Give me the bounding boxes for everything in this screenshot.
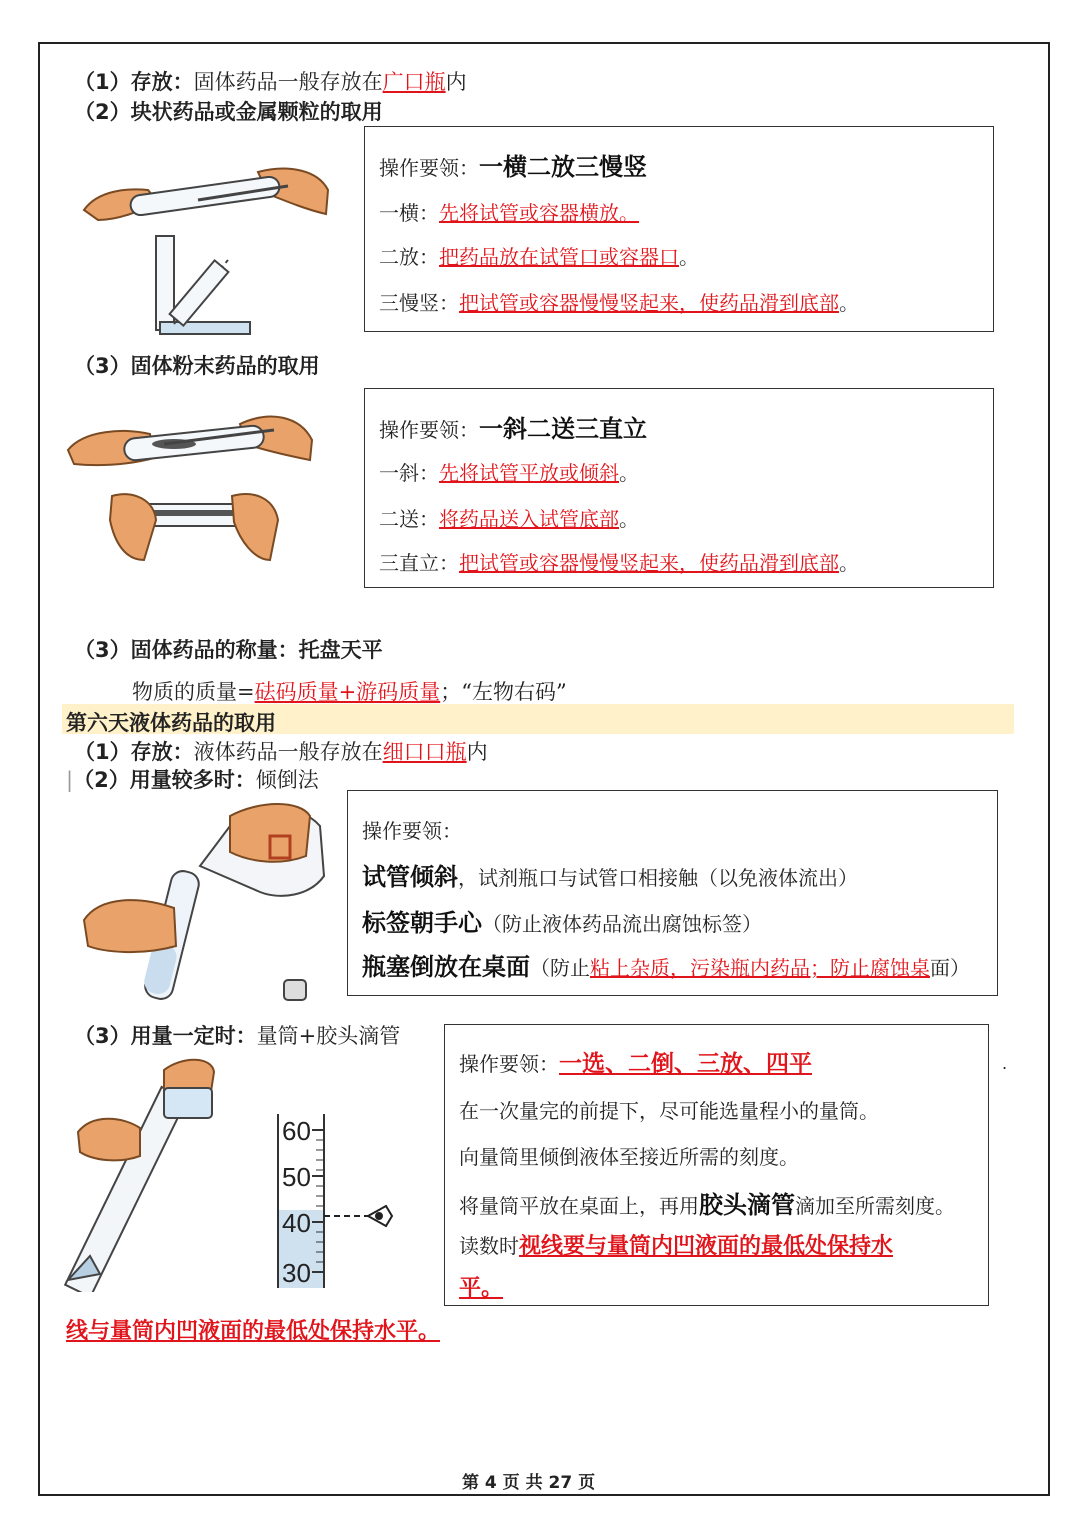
powder-tube-illustration	[64, 400, 324, 570]
pouring-label: （2）用量较多时：	[73, 768, 256, 792]
weighing-heading: （3）固体药品的称量：托盘天平	[74, 638, 383, 662]
box3-l3-red: 粘上杂质，污染瓶内药品；防止腐蚀桌	[590, 956, 930, 980]
box3-l3-tail: 面）	[930, 956, 970, 980]
fixed-amount-line	[74, 1020, 400, 1050]
box1-l1-label: 一横：	[379, 201, 439, 225]
box3-l2-bold: 标签朝手心	[362, 909, 482, 937]
box4-title	[459, 1045, 812, 1078]
box1-l3-label: 三慢竖：	[379, 291, 459, 315]
box1-l3-tail: 。	[839, 291, 859, 315]
box1-l2-tail: 。	[679, 245, 699, 269]
box3-l3-text: （防止	[530, 956, 590, 980]
box4-l3-bold: 胶头滴管	[699, 1191, 795, 1219]
block-drug-heading: （2）块状药品或金属颗粒的取用	[74, 100, 383, 124]
box1-l2-red: 把药品放在试管口或容器口	[439, 245, 679, 269]
box3-line3	[362, 947, 970, 982]
mass-text: 物质的质量=	[132, 680, 255, 704]
liquid-storage-text: 液体药品一般存放在	[193, 740, 383, 764]
box2-l3-label: 三直立：	[379, 551, 459, 575]
box4-title-red: 一选、二倒、三放、四平	[559, 1051, 812, 1077]
box4-title-label: 操作要领：	[459, 1052, 559, 1076]
box3-l3-bold: 瓶塞倒放在桌面	[362, 953, 530, 981]
box2-title	[379, 409, 647, 444]
liquid-storage-tail: 内	[466, 740, 488, 764]
stray-dot: .	[1002, 1054, 1008, 1073]
powder-drug-heading: （3）固体粉末药品的取用	[74, 354, 320, 378]
operation-box-4	[444, 1024, 989, 1306]
box4-line1: 在一次量完的前提下，尽可能选量程小的量筒。	[459, 1099, 879, 1123]
stray-red-line: 线与量筒内凹液面的最低处保持水平。	[66, 1319, 441, 1344]
storage-red: 广口瓶	[382, 70, 446, 94]
box2-title-label: 操作要领：	[379, 418, 479, 442]
box2-l1-red: 先将试管平放或倾斜	[439, 461, 619, 485]
box1-l2-label: 二放：	[379, 245, 439, 269]
storage-label: （1）存放：	[74, 70, 194, 94]
storage-line	[74, 66, 467, 96]
box4-line5	[459, 1271, 503, 1302]
box2-l2-tail: 。	[619, 507, 639, 531]
storage-tail: 内	[445, 70, 467, 94]
box1-title-label: 操作要领：	[379, 156, 479, 180]
box3-l1-text: ，试剂瓶口与试管口相接触（以免液体流出）	[458, 866, 858, 890]
cylinder-reading-diagram	[268, 1112, 398, 1292]
box2-line3	[379, 547, 859, 576]
box2-l3-red: 把试管或容器慢慢竖起来，使药品滑到底部	[459, 551, 839, 575]
box1-title	[379, 147, 647, 182]
mass-red: 砝码质量+游码质量	[254, 680, 441, 704]
box4-line4	[459, 1229, 893, 1260]
box2-l1-label: 一斜：	[379, 461, 439, 485]
tube-horizontal-illustration	[78, 150, 338, 340]
box2-l1-tail: 。	[619, 461, 639, 485]
operation-box-1	[364, 126, 994, 332]
box4-l4-text: 读数时	[459, 1234, 519, 1258]
page-footer: 第 4 页 共 27 页	[462, 1473, 596, 1493]
graduated-cylinder-pouring-illustration	[62, 1052, 232, 1292]
box2-l3-tail: 。	[839, 551, 859, 575]
mass-line	[132, 676, 567, 706]
box1-l1-red: 先将试管或容器横放。	[439, 201, 639, 225]
box3-l2-text: （防止液体药品流出腐蚀标签）	[482, 912, 762, 936]
box3-title: 操作要领：	[362, 819, 462, 843]
box4-line2: 向量筒里倾倒液体至接近所需的刻度。	[459, 1145, 799, 1169]
box2-l2-red: 将药品送入试管底部	[439, 507, 619, 531]
box1-title-bold: 一横二放三慢竖	[479, 153, 647, 181]
pouring-text: 倾倒法	[255, 768, 319, 792]
box2-line2	[379, 503, 639, 532]
box3-l1-bold: 试管倾斜	[362, 863, 458, 891]
box1-line2	[379, 241, 699, 270]
cylinder-tick-50: 50	[282, 1162, 311, 1192]
cylinder-tick-60: 60	[282, 1116, 311, 1146]
box3-line1	[362, 857, 858, 892]
box2-line1	[379, 457, 639, 486]
liquid-storage-red: 细口口瓶	[382, 740, 467, 764]
day-six-title: 第六天液体药品的取用	[66, 711, 276, 735]
fixed-amount-label: （3）用量一定时：	[74, 1024, 257, 1048]
cylinder-tick-40: 40	[282, 1208, 311, 1238]
box4-l3-tail: 滴加至所需刻度。	[795, 1194, 955, 1218]
operation-box-3	[347, 790, 998, 996]
pouring-illustration	[80, 796, 330, 1008]
box1-line1	[379, 197, 639, 226]
cylinder-tick-30: 30	[282, 1258, 311, 1288]
pouring-heading-line	[66, 764, 319, 794]
pouring-prefix: |	[66, 768, 74, 792]
box4-l5-red: 平。	[459, 1276, 504, 1301]
box3-line2	[362, 903, 762, 938]
box2-title-bold: 一斜二送三直立	[479, 415, 647, 443]
box1-l3-red: 把试管或容器慢慢竖起来，使药品滑到底部	[459, 291, 839, 315]
storage-text: 固体药品一般存放在	[193, 70, 383, 94]
box1-line3	[379, 287, 859, 316]
liquid-storage-line	[74, 736, 488, 766]
box4-l3-text: 将量筒平放在桌面上，再用	[459, 1194, 699, 1218]
box4-line3	[459, 1185, 955, 1220]
operation-box-2	[364, 388, 994, 588]
mass-tail: ；“左物右码”	[440, 680, 567, 704]
box2-l2-label: 二送：	[379, 507, 439, 531]
liquid-storage-label: （1）存放：	[74, 740, 194, 764]
fixed-amount-text: 量筒+胶头滴管	[256, 1024, 401, 1048]
box4-l4-red: 视线要与量筒内凹液面的最低处保持水	[519, 1234, 894, 1259]
